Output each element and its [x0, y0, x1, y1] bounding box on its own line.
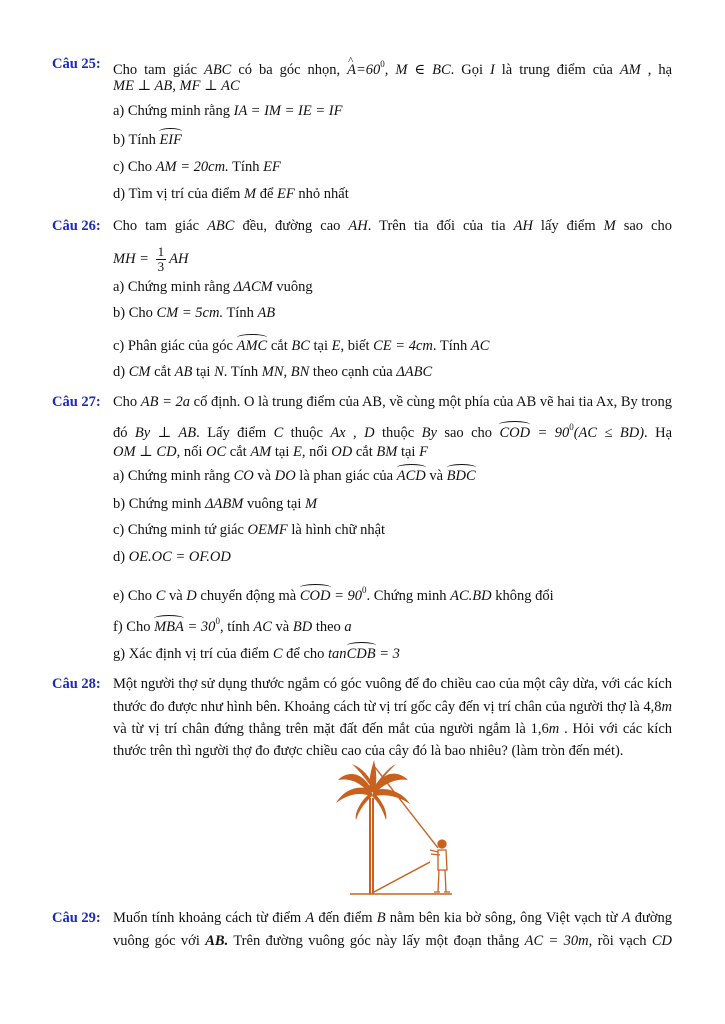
question-text-content	[113, 185, 349, 203]
text: tại	[192, 364, 215, 380]
math-expression: OEMF	[247, 522, 288, 538]
math-expression: a	[344, 619, 352, 635]
math-expression: CM = 5cm.	[156, 305, 224, 321]
math-expression: ME ⊥ AB, MF ⊥ AC	[113, 78, 240, 94]
text: Muốn tính khoảng cách từ điểm	[113, 910, 306, 926]
text: b) Tính	[113, 132, 160, 148]
text: theo cạnh của	[309, 364, 397, 380]
math-expression: N	[214, 364, 224, 380]
question-text-line	[113, 645, 672, 663]
text: Tính	[228, 159, 264, 175]
math-expression: AH	[169, 250, 189, 267]
question-text-content	[113, 932, 672, 950]
sight-line-base	[372, 862, 430, 893]
text: vuông tại	[243, 496, 305, 512]
text: a) Chứng minh rằng	[113, 103, 234, 119]
text: cắt	[352, 444, 377, 460]
text: tại	[271, 444, 293, 460]
question-text-line	[113, 102, 672, 120]
math-expression: AB = 2a	[140, 394, 191, 410]
math-expression: = 90	[330, 588, 363, 604]
math-expression: DO	[274, 468, 296, 484]
question-text-line	[113, 698, 672, 716]
text: g) Xác định vị trí của điểm	[113, 646, 273, 662]
text: . Lấy điểm	[196, 425, 274, 441]
text: Cho tam giác	[113, 62, 204, 78]
text: và	[165, 588, 187, 604]
math-expression: BC	[291, 338, 310, 354]
text: Cho	[113, 394, 141, 410]
math-expression: IA = IM = IE = IF	[233, 103, 343, 119]
question-text-line	[113, 495, 672, 513]
math-expression: EF	[277, 186, 295, 202]
text: c) Phân giác của góc	[113, 338, 237, 354]
question-text-line	[113, 77, 672, 95]
math-expression: A	[305, 910, 315, 926]
math-expression: A	[621, 910, 631, 926]
question-label: Câu 26:	[52, 218, 101, 234]
text: a) Chứng minh rằng	[113, 468, 234, 484]
math-expression: OC	[206, 444, 227, 460]
question-text-content	[113, 393, 672, 411]
question-text-content	[113, 337, 489, 355]
text: . Gọi	[450, 62, 490, 78]
superscript: 0	[569, 422, 574, 432]
math-expression: E	[293, 444, 302, 460]
question-text-content	[113, 131, 182, 149]
text: , biết	[340, 338, 374, 354]
question-text-content	[113, 363, 432, 381]
text: thước đo được như hình bên. Khoảng cách từ vị trí gốc cây đến vị trí chân của người thợ là 4,8	[113, 699, 662, 715]
math-expression: BN	[290, 364, 310, 380]
question-text-line	[113, 245, 672, 274]
math-expression: C	[272, 646, 283, 662]
math-expression: ABC	[207, 218, 235, 234]
text: b) Chứng minh	[113, 496, 206, 512]
text: e) Cho	[113, 588, 156, 604]
surveyor-person	[430, 840, 450, 892]
text: d) Tìm vị trí của điểm	[113, 186, 245, 202]
text: Một người thợ sử dụng thước ngắm có góc vuông để đo chiều cao của một cây dừa, với các kích	[113, 676, 672, 692]
math-expression: AB	[174, 364, 193, 380]
question-text-line	[113, 612, 672, 636]
text: ,	[283, 364, 291, 380]
text: cắt	[226, 444, 251, 460]
math-expression: AB	[257, 305, 276, 321]
angle-notation: CDB	[346, 646, 376, 662]
text: tại	[309, 338, 332, 354]
text: đến điểm	[314, 910, 377, 926]
text: . Trên tia đối của tia	[367, 218, 514, 234]
text: nằm bên kia bờ sông, ông Việt vạch từ	[385, 910, 622, 926]
question-text-line	[113, 548, 672, 566]
question-text-content	[113, 217, 672, 235]
math-expression: EF	[263, 159, 281, 175]
text: , nối	[301, 444, 332, 460]
text: theo	[312, 619, 345, 635]
question-text-line	[113, 55, 672, 79]
tree-trunk	[370, 798, 373, 894]
math-expression: D	[364, 425, 375, 441]
superscript: 0	[215, 616, 220, 626]
text: c) Chứng minh tứ giác	[113, 522, 248, 538]
question-text-content	[113, 158, 281, 176]
math-expression: I	[489, 62, 495, 78]
math-expression: AM = 20cm.	[155, 159, 229, 175]
text: và	[271, 619, 293, 635]
text: d)	[113, 364, 129, 380]
text: . Tính	[432, 338, 471, 354]
math-expression: AH	[513, 218, 533, 234]
math-expression: B	[376, 910, 386, 926]
text: để	[256, 186, 278, 202]
question-label: Câu 28:	[52, 676, 101, 692]
text: có ba góc nhọn,	[231, 62, 348, 78]
text: Cho tam giác	[113, 218, 208, 234]
question-text-line	[113, 521, 672, 539]
math-expression: C	[155, 588, 166, 604]
text: đường	[630, 910, 672, 926]
text: đều, đường cao	[234, 218, 349, 234]
bold-math: AB.	[205, 933, 229, 949]
text: , tính	[219, 619, 254, 635]
math-expression: OE.OC = OF.OD	[128, 549, 231, 565]
question-text-line	[113, 185, 672, 203]
math-expression: F	[419, 444, 428, 460]
fraction-numerator: 1	[157, 244, 165, 259]
question-text-line	[113, 467, 672, 485]
question-text-content	[113, 245, 188, 274]
question-text-line	[113, 337, 672, 355]
text: . Hạ	[644, 425, 672, 441]
math-expression: E	[331, 338, 341, 354]
question-text-line	[113, 393, 672, 411]
text: nhỏ nhất	[294, 186, 349, 202]
question-text-content	[113, 720, 672, 738]
text: d)	[113, 549, 129, 565]
question-text-line	[113, 909, 672, 927]
math-expression: (AC ≤ BD)	[573, 425, 645, 441]
text: thuộc	[374, 425, 422, 441]
question-text-line	[113, 581, 672, 605]
question-text-line	[113, 158, 672, 176]
question-text-content	[113, 909, 672, 927]
question-text-content	[113, 102, 342, 120]
angle-notation: AMC	[236, 338, 268, 354]
math-expression: ΔABM	[205, 496, 244, 512]
math-expression: , M ∈ BC	[384, 62, 451, 78]
text: cắt	[267, 338, 292, 354]
question-text-content	[113, 55, 672, 79]
question-text-line	[113, 720, 672, 738]
question-text-content	[113, 304, 275, 322]
math-expression: m	[548, 721, 560, 737]
math-expression: C	[273, 425, 284, 441]
text: không đổi	[491, 588, 554, 604]
angle-notation: MBA	[154, 619, 184, 635]
text: cắt	[150, 364, 175, 380]
text: chuyển động mà	[196, 588, 300, 604]
math-expression: OM ⊥ CD	[113, 444, 177, 460]
math-expression: OD	[331, 444, 353, 460]
math-expression: = 30	[183, 619, 216, 635]
math-expression: By	[421, 425, 437, 441]
text: Trên đường vuông góc này lấy một đoạn thẳng	[228, 933, 525, 949]
text: . Chứng minh	[366, 588, 451, 604]
angle-notation: BDC	[446, 468, 476, 484]
question-label: Câu 25:	[52, 56, 101, 72]
text: Tính	[223, 305, 258, 321]
math-expression: MN	[261, 364, 284, 380]
question-text-content	[113, 77, 240, 95]
text: . Hỏi với các kích	[559, 721, 672, 737]
text: là hình chữ nhật	[287, 522, 386, 538]
math-expression: CO	[233, 468, 254, 484]
math-expression: AM	[619, 62, 641, 78]
superscript: 0	[362, 585, 367, 595]
math-expression: AC.BD	[450, 588, 492, 604]
math-expression: = 3	[375, 646, 400, 662]
math-expression: ΔACM	[233, 279, 273, 295]
question-text-content	[113, 675, 672, 693]
text: a) Chứng minh rằng	[113, 279, 234, 295]
math-expression: AC = 30m	[524, 933, 589, 949]
math-expression: ΔABC	[396, 364, 433, 380]
text: thước trên thì người thợ đo được chiều cao của cây đó là bao nhiêu? (làm tròn đến mét).	[113, 743, 624, 759]
angle-notation: COD	[299, 588, 331, 604]
question-text-content	[113, 521, 385, 539]
math-expression: BD	[292, 619, 313, 635]
question-text-content	[113, 548, 231, 566]
math-expression: AM	[250, 444, 272, 460]
math-expression: M	[244, 186, 257, 202]
text: đó	[113, 425, 135, 441]
question-text-content	[113, 418, 672, 442]
text: cố định. O là trung điểm của AB, về cùng một phía của AB vẽ hai tia Ax, By trong	[190, 394, 672, 410]
question-text-line	[113, 278, 672, 296]
angle-hat: ^ A	[347, 61, 356, 79]
angle-notation: ACD	[396, 468, 426, 484]
question-text-content	[113, 467, 476, 485]
question-text-line	[113, 131, 672, 149]
math-expression: tan	[328, 646, 347, 662]
text: là phan giác của	[295, 468, 397, 484]
text: vuông góc với	[113, 933, 206, 949]
math-expression: =60	[355, 62, 381, 78]
math-expression: CE = 4cm	[373, 338, 433, 354]
question-text-line	[113, 932, 672, 950]
text: sao cho	[615, 218, 672, 234]
question-text-content	[113, 581, 554, 605]
question-text-line	[113, 675, 672, 693]
math-expression: = 90	[530, 425, 570, 441]
question-text-content	[113, 443, 428, 461]
text: vuông	[272, 279, 313, 295]
text: c) Cho	[113, 159, 156, 175]
fraction-denominator: 3	[157, 259, 165, 274]
math-expression: AC	[253, 619, 272, 635]
text: và	[425, 468, 447, 484]
text: tại	[397, 444, 420, 460]
text: , rồi vạch	[588, 933, 652, 949]
question-text-content	[113, 645, 400, 663]
math-expression: Ax	[330, 425, 346, 441]
text: , nối	[176, 444, 206, 460]
math-expression: m	[661, 699, 672, 715]
text: f) Cho	[113, 619, 155, 635]
question-text-content	[113, 278, 313, 296]
text: . Tính	[223, 364, 262, 380]
math-expression: MH =	[113, 250, 153, 267]
math-expression: AH	[348, 218, 368, 234]
question-text-content	[113, 495, 317, 513]
superscript: 0	[380, 59, 385, 69]
angle-notation: COD	[499, 425, 531, 441]
text: lấy điểm	[532, 218, 604, 234]
angle-notation: EIF	[159, 132, 182, 148]
question-label: Câu 29:	[52, 910, 101, 926]
question-text-line	[113, 443, 672, 461]
math-expression: CM	[128, 364, 151, 380]
math-expression: ABC	[203, 62, 232, 78]
text: để cho	[282, 646, 329, 662]
text: ,	[345, 425, 365, 441]
question-text-line	[113, 363, 672, 381]
text: thuộc	[283, 425, 331, 441]
question-text-line	[113, 217, 672, 235]
text: b) Cho	[113, 305, 157, 321]
question-text-content	[113, 698, 672, 716]
math-expression: CD	[651, 933, 672, 949]
math-fraction	[156, 245, 167, 274]
math-expression: D	[186, 588, 197, 604]
text: sao cho	[436, 425, 500, 441]
math-expression: AC	[470, 338, 490, 354]
math-expression: M	[304, 496, 318, 512]
question-label: Câu 27:	[52, 394, 101, 410]
text: và	[253, 468, 275, 484]
question-text-line	[113, 418, 672, 442]
text: , hạ	[640, 62, 673, 78]
question-text-line	[113, 304, 672, 322]
palm-tree-measurement-figure	[330, 758, 460, 900]
text: và từ vị trí chân đứng thẳng trên mặt đất đến mắt của người ngắm là 1,6	[113, 721, 549, 737]
math-expression: M	[603, 218, 616, 234]
text: là trung điểm của	[494, 62, 620, 78]
math-expression: BM	[376, 444, 398, 460]
question-text-content	[113, 612, 352, 636]
math-expression: By ⊥ AB	[134, 425, 197, 441]
